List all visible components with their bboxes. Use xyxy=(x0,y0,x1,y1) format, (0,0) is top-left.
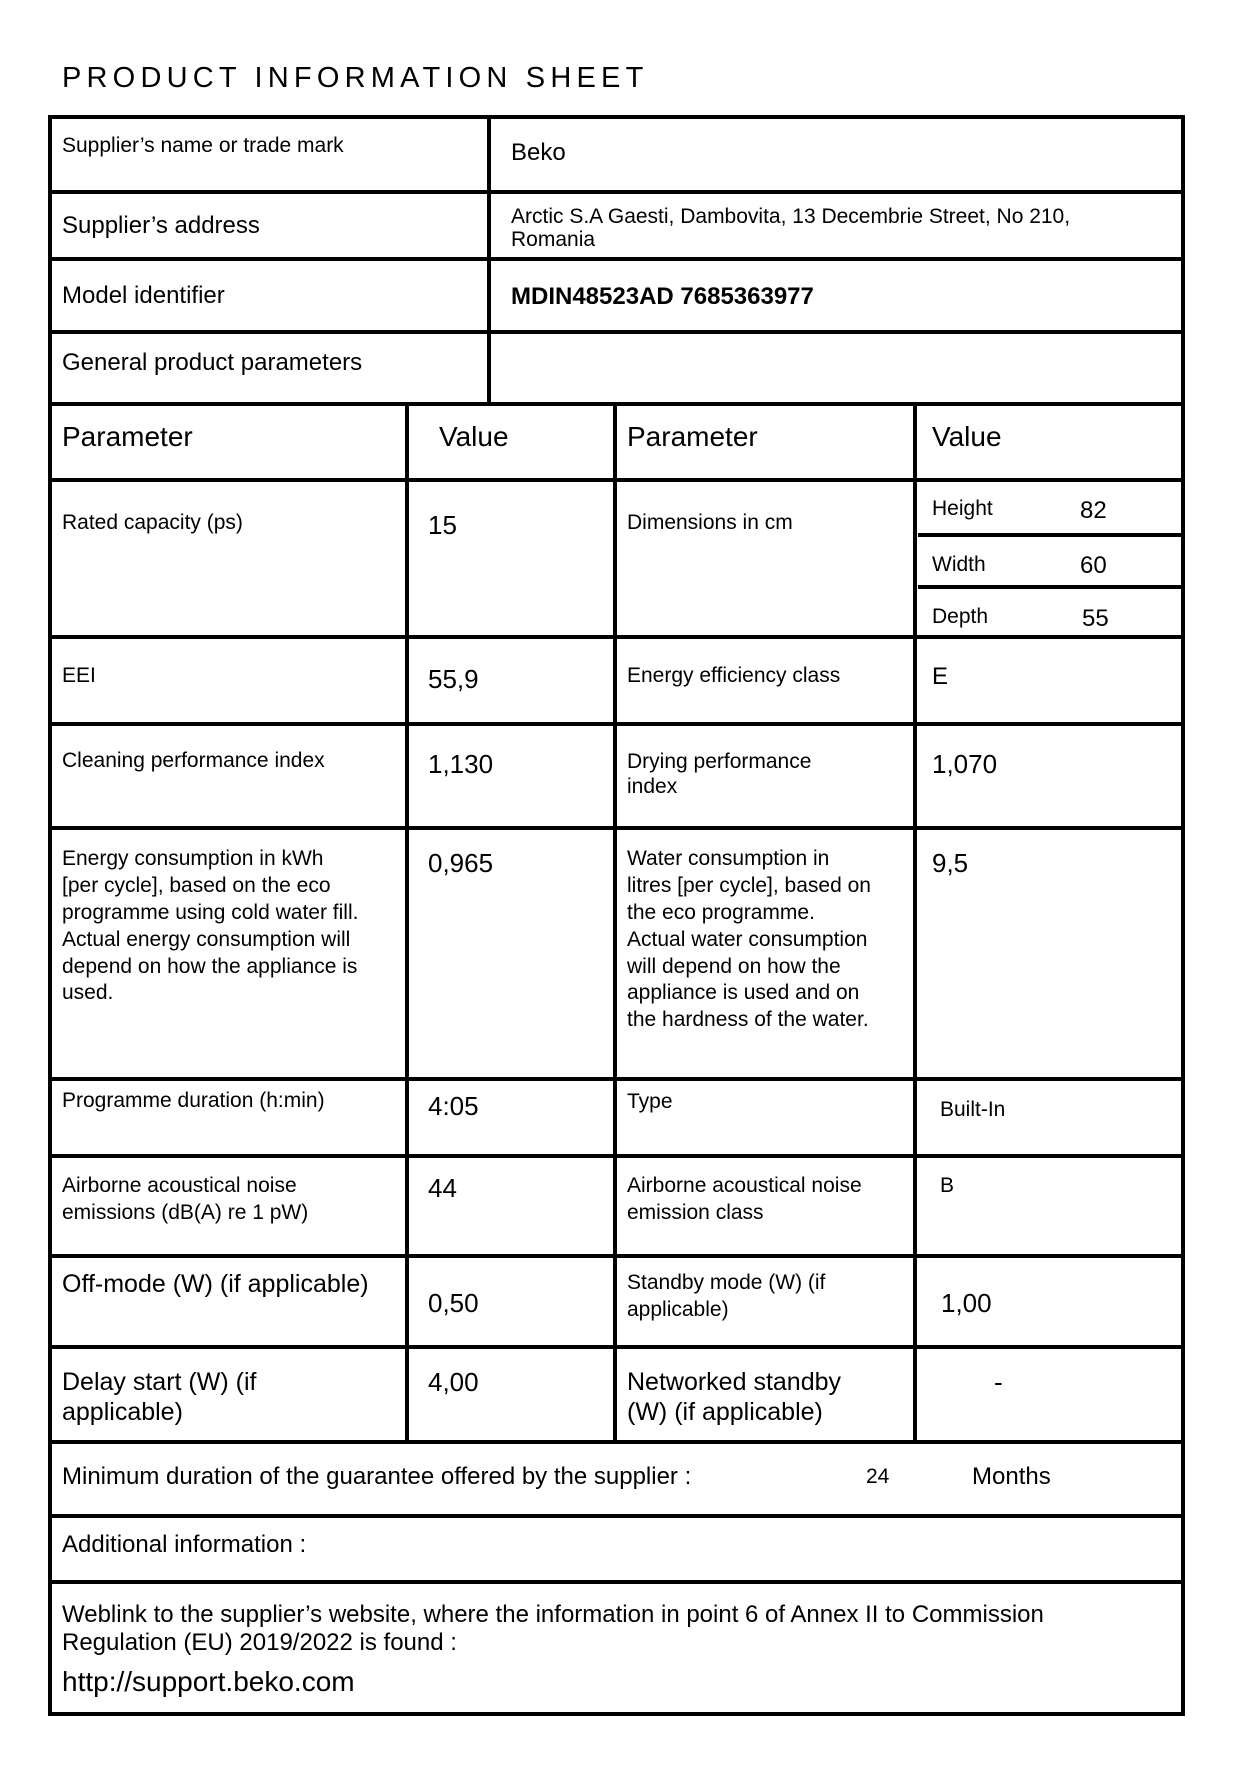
guarantee-value: 24 xyxy=(866,1465,890,1488)
depth-label: Depth xyxy=(932,605,989,628)
supplier-website-link[interactable]: http://support.beko.com xyxy=(62,1666,355,1697)
networked-standby-value: - xyxy=(994,1367,1003,1397)
header-column-divider xyxy=(487,115,491,405)
noise-class-label: Airborne acoustical noise emission class xyxy=(627,1174,862,1224)
noise-emissions-value: 44 xyxy=(428,1173,457,1203)
standby-mode-value: 1,00 xyxy=(941,1288,992,1318)
row-divider xyxy=(48,330,1185,334)
width-label: Width xyxy=(932,553,986,576)
energy-consumption-value: 0,965 xyxy=(428,848,494,878)
row-divider xyxy=(48,1514,1185,1518)
delay-start-value: 4,00 xyxy=(428,1367,479,1397)
supplier-name-label: Supplier’s name or trade mark xyxy=(62,134,344,157)
column-divider xyxy=(405,402,409,1444)
column-header-parameter: Parameter xyxy=(627,421,758,452)
supplier-address-value: Arctic S.A Gaesti, Dambovita, 13 Decembrie Street, No 210, Romania xyxy=(511,205,1071,251)
energy-consumption-label: Energy consumption in kWh [per cycle], based on the eco programme using cold water fill. Actual energy consumption will depend on how the appliance is used. xyxy=(62,847,359,1005)
cleaning-index-label: Cleaning performance index xyxy=(62,749,325,772)
width-value: 60 xyxy=(1080,552,1107,579)
table-bottom-border xyxy=(48,1712,1185,1716)
cleaning-index-value: 1,130 xyxy=(428,749,494,779)
standby-mode-label: Standby mode (W) (if applicable) xyxy=(627,1271,826,1321)
table-left-border xyxy=(48,115,52,1716)
noise-emissions-label: Airborne acoustical noise emissions (dB(A) re 1 pW) xyxy=(62,1174,309,1224)
height-label: Height xyxy=(932,497,993,520)
energy-class-label: Energy efficiency class xyxy=(627,664,841,687)
row-divider xyxy=(48,1580,1185,1584)
table-top-border xyxy=(48,115,1185,119)
dimensions-label: Dimensions in cm xyxy=(627,511,793,534)
sheet-title: PRODUCT INFORMATION SHEET xyxy=(62,62,649,94)
dimension-divider xyxy=(918,585,1182,589)
guarantee-unit: Months xyxy=(972,1463,1051,1490)
water-consumption-value: 9,5 xyxy=(932,848,969,878)
eei-label: EEI xyxy=(62,664,96,687)
weblink-label: Weblink to the supplier’s website, where the information in point 6 of Annex II to Commission Regulation (EU) 2019/2022 is found : xyxy=(62,1601,1044,1656)
guarantee-label: Minimum duration of the guarantee offered by the supplier : xyxy=(62,1463,692,1490)
drying-index-value: 1,070 xyxy=(932,749,998,779)
model-identifier-value: MDIN48523AD 7685363977 xyxy=(511,283,814,310)
additional-information-label: Additional information : xyxy=(62,1531,307,1558)
supplier-address-label: Supplier’s address xyxy=(62,212,260,239)
column-divider xyxy=(613,402,617,1444)
height-value: 82 xyxy=(1080,497,1107,524)
noise-class-value: B xyxy=(940,1174,955,1197)
off-mode-value: 0,50 xyxy=(428,1288,479,1318)
depth-value: 55 xyxy=(1082,605,1109,632)
rated-capacity-label: Rated capacity (ps) xyxy=(62,511,243,534)
type-value: Built-In xyxy=(940,1098,1006,1121)
column-divider xyxy=(913,402,917,1444)
drying-index-label: Drying performance index xyxy=(627,750,812,799)
off-mode-label: Off-mode (W) (if applicable) xyxy=(62,1270,369,1298)
row-divider xyxy=(48,257,1185,261)
column-header-value: Value xyxy=(932,421,1002,452)
delay-start-label: Delay start (W) (if applicable) xyxy=(62,1368,257,1426)
networked-standby-label: Networked standby (W) (if applicable) xyxy=(627,1368,842,1426)
column-header-value: Value xyxy=(439,421,509,452)
general-parameters-label: General product parameters xyxy=(62,349,363,376)
table-right-border xyxy=(1181,115,1185,1716)
model-identifier-label: Model identifier xyxy=(62,282,225,309)
eei-value: 55,9 xyxy=(428,664,479,694)
column-header-parameter: Parameter xyxy=(62,421,193,452)
water-consumption-label: Water consumption in litres [per cycle], based on the eco programme. Actual water consumption will depend on how the appliance is used and on the hardness of the water. xyxy=(627,847,871,1032)
row-divider xyxy=(48,190,1185,194)
energy-class-value: E xyxy=(932,663,949,690)
programme-duration-value: 4:05 xyxy=(428,1091,479,1121)
programme-duration-label: Programme duration (h:min) xyxy=(62,1089,325,1112)
dimension-divider xyxy=(918,533,1182,537)
rated-capacity-value: 15 xyxy=(428,510,457,540)
type-label: Type xyxy=(627,1090,673,1113)
supplier-name-value: Beko xyxy=(511,139,566,166)
